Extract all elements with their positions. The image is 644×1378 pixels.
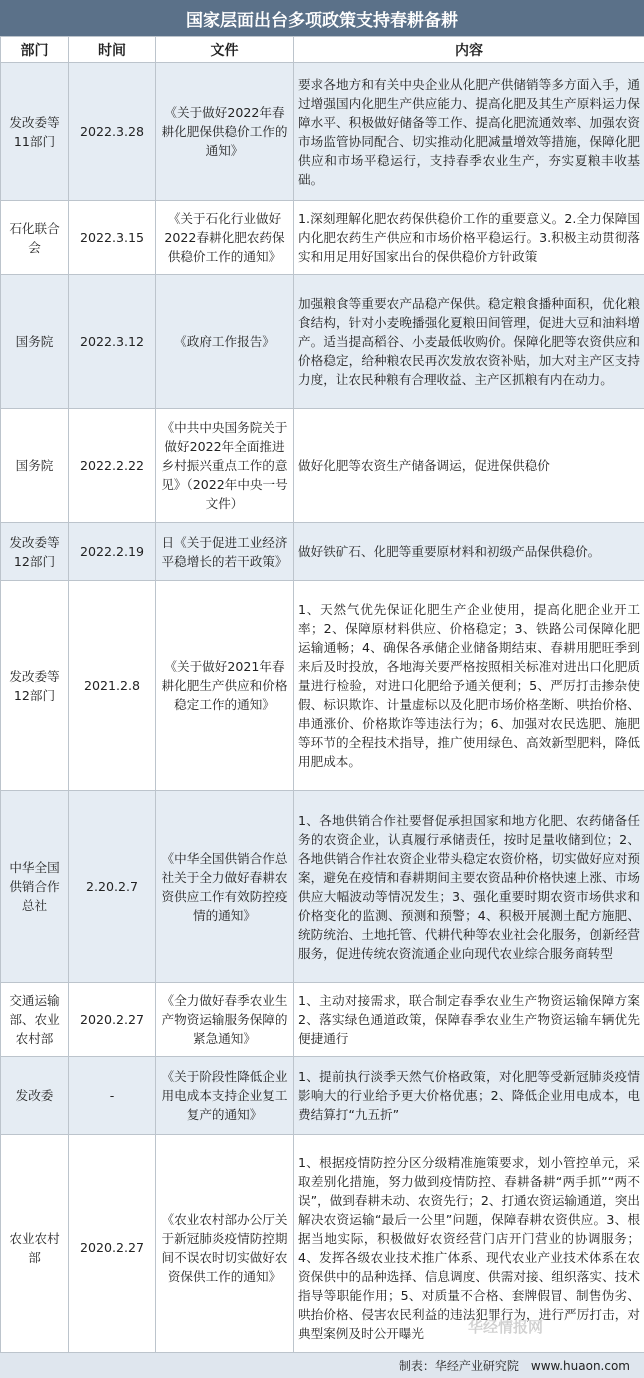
content-cell: 做好化肥等农资生产储备调运，促进保供稳价	[294, 409, 644, 523]
doc-cell: 《关于石化行业做好2022春耕化肥农药保供稳价工作的通知》	[156, 201, 294, 275]
column-header-date: 时间	[69, 37, 156, 63]
table-row	[1, 275, 644, 409]
dept-cell: 发改委等12部门	[1, 581, 69, 791]
doc-cell: 《全力做好春季农业生产物资运输服务保障的紧急通知》	[156, 983, 294, 1057]
doc-cell: 《关于阶段性降低企业用电成本支持企业复工复产的通知》	[156, 1057, 294, 1135]
table-row	[1, 409, 644, 523]
content-cell: 1、提前执行淡季天然气价格政策，对化肥等受新冠肺炎疫情影响大的行业给予更大价格优惠；2、降低企业用电成本，电费结算打“九五折”	[294, 1057, 644, 1135]
table-row	[1, 983, 644, 1057]
table-row	[1, 791, 644, 983]
dept-cell: 国务院	[1, 409, 69, 523]
dept-cell: 发改委等12部门	[1, 523, 69, 581]
column-header-dept: 部门	[1, 37, 69, 63]
doc-cell: 《中共中央国务院关于做好2022年全面推进乡村振兴重点工作的意见》（2022年中央一号文件）	[156, 409, 294, 523]
table-header-row	[1, 37, 644, 63]
date-cell: 2020.2.27	[69, 1135, 156, 1361]
date-cell: 2.20.2.7	[69, 791, 156, 983]
content-cell: 1、各地供销合作社要督促承担国家和地方化肥、农药储备任务的农资企业，认真履行承储责任，按时足量收储到位；2、各地供销合作社农资企业带头稳定农资价格，切实做好应对预案，避免在疫情和春耕期间主要农资品种价格快速上涨、市场供应大幅波动等情况发生；3、强化重要时期农资市场供求和价格变化的监测、预测和预警；4、积极开展测土配方施肥、统防统治、土地托管、代耕代种等农业社会化服务，创新经营服务，促进传统农资流通企业向现代农业综合服务商转型	[294, 791, 644, 983]
dept-cell: 农业农村部	[1, 1135, 69, 1361]
watermark-text: 华经情报网	[468, 1318, 544, 1336]
content-cell: 1、天然气优先保证化肥生产企业使用，提高化肥企业开工率；2、保障原材料供应、价格稳定；3、铁路公司保障化肥运输通畅；4、确保各承储企业储备期结束、春耕用肥旺季到来后及时投放，各地海关要严格按照相关标准对进出口化肥质量进行检验，对进口化肥给予通关便利；5、严厉打击掺杂使假、标识欺诈、计量虚标以及化肥市场价格垄断、哄抬价格、串通涨价、价格欺诈等违法行为；6、加强对农民选肥、施肥等环节的全程技术指导，推广使用绿色、高效新型肥料，降低用肥成本。	[294, 581, 644, 791]
dept-cell: 石化联合会	[1, 201, 69, 275]
doc-cell: 《政府工作报告》	[156, 275, 294, 409]
date-cell: 2021.2.8	[69, 581, 156, 791]
policy-table	[0, 36, 644, 1361]
date-cell: 2020.2.27	[69, 983, 156, 1057]
content-cell: 1、根据疫情防控分区分级精准施策要求，划小管控单元，采取差别化措施，努力做到疫情防控、春耕备耕“两手抓”“两不误”，做到春耕未动、农资先行；2、打通农资运输通道，突出解决农资运输“最后一公里”问题，保障春耕农资供应。3、根据当地实际，积极做好农资经营门店开门营业的协调服务；4、发挥各级农业技术推广体系、现代农业产业技术体系在农资保供中的品种选择、信息调度、供需对接、组织落实、技术指导等职能作用；5、对质量不合格、套牌假冒、制售伪劣、哄抬价格、侵害农民利益的违法犯罪行为，进行严厉打击，对典型案例及时公开曝光	[294, 1135, 644, 1361]
dept-cell: 国务院	[1, 275, 69, 409]
content-cell: 加强粮食等重要农产品稳产保供。稳定粮食播种面积，优化粮食结构，针对小麦晚播强化夏粮田间管理，促进大豆和油料增产。适当提高稻谷、小麦最低收购价。保障化肥等农资供应和价格稳定，给种粮农民再次发放农资补贴，加大对主产区支持力度，让农民种粮有合理收益、主产区抓粮有内在动力。	[294, 275, 644, 409]
column-header-doc: 文件	[156, 37, 294, 63]
table-row	[1, 581, 644, 791]
table-row	[1, 1135, 644, 1361]
footer-maker: 制表：华经产业研究院	[398, 1359, 519, 1373]
doc-cell: 《关于做好2022年春耕化肥保供稳价工作的通知》	[156, 63, 294, 201]
table-row	[1, 1057, 644, 1135]
table-row	[1, 63, 644, 201]
dept-cell: 中华全国供销合作总社	[1, 791, 69, 983]
date-cell: 2022.3.15	[69, 201, 156, 275]
date-cell: 2022.3.28	[69, 63, 156, 201]
dept-cell: 发改委等11部门	[1, 63, 69, 201]
content-cell: 做好铁矿石、化肥等重要原材料和初级产品保供稳价。	[294, 523, 644, 581]
table-row	[1, 201, 644, 275]
doc-cell: 《农业农村部办公厅关于新冠肺炎疫情防控期间不误农时切实做好农资保供工作的通知》	[156, 1135, 294, 1361]
date-cell: 2022.3.12	[69, 275, 156, 409]
source-footer	[0, 1352, 644, 1378]
content-cell: 1、主动对接需求，联合制定春季农业生产物资运输保障方案2、落实绿色通道政策，保障春季农业生产物资运输车辆优先便捷通行	[294, 983, 644, 1057]
date-cell: -	[69, 1057, 156, 1135]
date-cell: 2022.2.19	[69, 523, 156, 581]
doc-cell: 日《关于促进工业经济平稳增长的若干政策》	[156, 523, 294, 581]
column-header-content: 内容	[294, 37, 644, 63]
content-cell: 1.深刻理解化肥农药保供稳价工作的重要意义。2.全力保障国内化肥农药生产供应和市场价格平稳运行。3.积极主动贯彻落实和用足用好国家出台的保供稳价方针政策	[294, 201, 644, 275]
dept-cell: 交通运输部、农业农村部	[1, 983, 69, 1057]
doc-cell: 《关于做好2021年春耕化肥生产供应和价格稳定工作的通知》	[156, 581, 294, 791]
dept-cell: 发改委	[1, 1057, 69, 1135]
footer-url: www.huaon.com	[530, 1358, 630, 1373]
date-cell: 2022.2.22	[69, 409, 156, 523]
page-title: 国家层面出台多项政策支持春耕备耕	[0, 0, 644, 36]
content-cell: 要求各地方和有关中央企业从化肥产供储销等多方面入手，通过增强国内化肥生产供应能力、提高化肥及其生产原料运力保障水平、积极做好储备等工作、提高化肥流通效率、加强农资市场监管协同配合、切实推动化肥减量增效等措施，保障化肥供应和市场平稳运行，支持春季农业生产，夯实夏粮丰收基础。	[294, 63, 644, 201]
table-row	[1, 523, 644, 581]
doc-cell: 《中华全国供销合作总社关于全力做好春耕农资供应工作有效防控疫情的通知》	[156, 791, 294, 983]
